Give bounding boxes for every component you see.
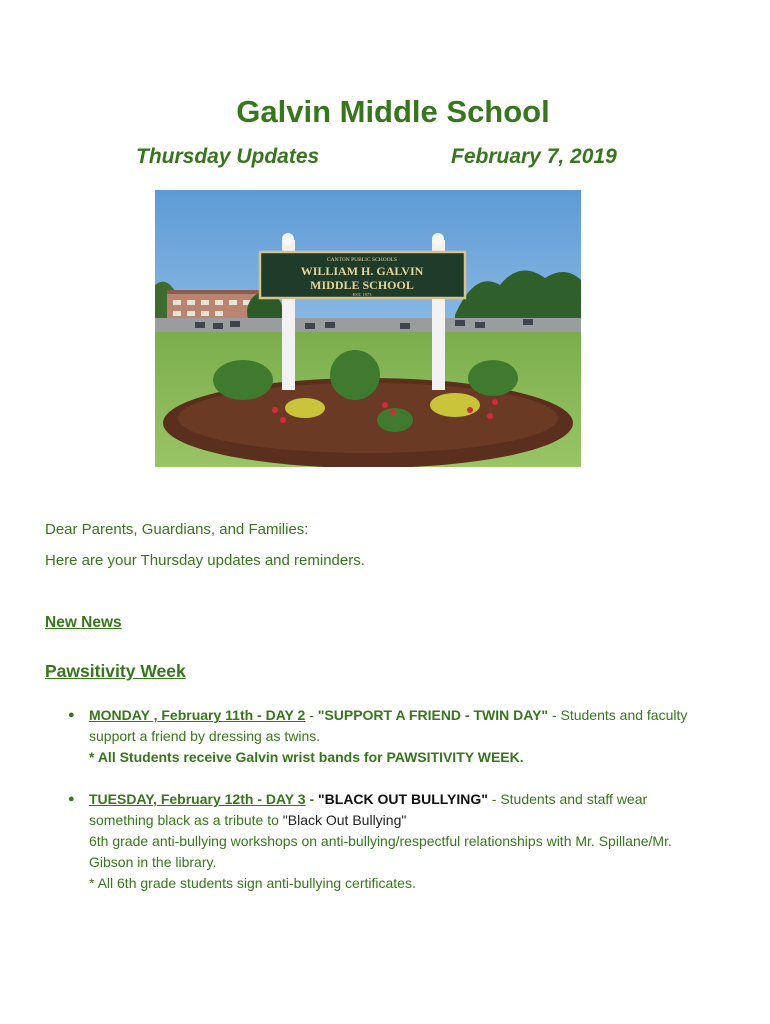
sign-top-text: CANTON PUBLIC SCHOOLS xyxy=(326,257,398,263)
sign-est: EST. 1973 xyxy=(352,292,372,297)
event-description: - Students and faculty support a friend by dressing as twins. xyxy=(89,707,688,744)
sign-line-1: WILLIAM H. GALVIN xyxy=(300,264,424,278)
event-day-link[interactable]: MONDAY , February 11th - DAY 2 xyxy=(89,707,306,723)
list-item xyxy=(68,705,708,768)
event-theme: "SUPPORT A FRIEND - TWIN DAY" xyxy=(317,707,549,723)
event-note: * All Students receive Galvin wrist bands for PAWSITIVITY WEEK. xyxy=(89,749,524,765)
new-news-heading: New News xyxy=(45,614,122,631)
intro-text: Here are your Thursday updates and reminders. xyxy=(45,552,365,569)
event-quote: "Black Out Bullying" xyxy=(282,812,407,828)
bullet-icon: ● xyxy=(68,793,75,805)
event-workshop-text: 6th grade anti-bullying workshops on anti-bullying/respectful relationships with Mr. Spillane/Mr. Gibson in the library. xyxy=(89,833,672,870)
newsletter-subtitle: Thursday Updates xyxy=(136,145,320,168)
event-theme: "BLACK OUT BULLYING" xyxy=(318,791,488,807)
event-separator: - xyxy=(305,707,318,723)
event-note: * All 6th grade students sign anti-bullying certificates. xyxy=(89,875,416,891)
event-separator: - xyxy=(305,791,319,807)
page-title: Galvin Middle School xyxy=(236,94,550,129)
newsletter-date: February 7, 2019 xyxy=(451,145,617,168)
school-sign-photo xyxy=(155,190,581,467)
event-day-link[interactable]: TUESDAY, February 12th - DAY 3 xyxy=(89,791,306,807)
pawsitivity-week-heading: Pawsitivity Week xyxy=(45,661,186,681)
list-item xyxy=(68,789,708,894)
bullet-icon: ● xyxy=(68,709,75,721)
greeting: Dear Parents, Guardians, and Families: xyxy=(45,521,309,538)
event-description: - Students and staff wear something black as a tribute to xyxy=(89,791,648,828)
event-list xyxy=(68,705,708,894)
sign-line-2: MIDDLE SCHOOL xyxy=(310,278,414,292)
